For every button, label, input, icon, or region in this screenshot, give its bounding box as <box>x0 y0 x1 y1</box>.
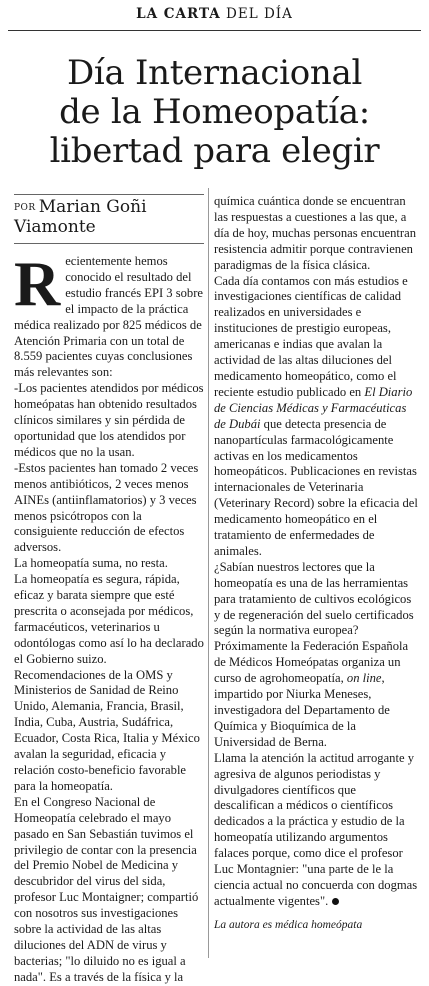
paragraph <box>214 274 418 560</box>
end-mark-icon <box>332 898 339 905</box>
paragraph: La homeopatía es segura, rápida, eficaz y barata siempre que esté prescrita o aconsejada por médicos, farmacéuticos, veterinarios u odontólogas como así lo ha declarado el Gobierno suizo. <box>14 572 204 666</box>
paragraph-lead-text: ecientemente hemos conocido el resultado del estudio francés EPI 3 sobre el impacto de la práctica médica realizado por 825 médicos de Atención Primaria con un total de 8.559 pacientes cuyas conclusiones más relevantes son: <box>14 254 204 380</box>
headline-line-3: libertad para elegir <box>49 131 380 171</box>
paragraph: La homeopatía suma, no resta. <box>14 556 168 571</box>
byline-divider-bottom <box>14 243 204 244</box>
text-run: Llama la atención la actitud arrogante y agresiva de algunos periodistas y divulgadores científicos que descalifican a médicos o científicos dedicados a la práctica y estudio de la homeopatía utilizando argumentos falaces porque, como dice el profesor Luc Montagnier: "una parte de le la ciencia actual no concuerda con dogmas actualmente vigentes". <box>214 750 418 908</box>
byline-prefix: POR <box>14 203 36 213</box>
paragraph: En el Congreso Nacional de Homeopatía celebrado el mayo pasado en San Sebastián tuvimos el privilegio de contar con la presencia del Premio Nobel de Medicina y descubridor del virus del sida, profesor Luc Montaigner; compartió con nosotros sus investigaciones sobre la actividad de las altas diluciones del ADN de virus y bacterias; "lo diluido no es igual a nada". Es a través de la física y la <box>14 794 199 984</box>
headline-line-2: de la Homeopatía: <box>59 92 370 132</box>
italic-term: on line <box>346 671 382 686</box>
journal-title: El Diario de Ciencias Médicas y Farmacéuticas de Dubái <box>214 384 413 431</box>
section-header <box>0 6 429 22</box>
text-run: Cada día contamos con más estudios e investigaciones científicas de calidad realizados en universidades e instituciones de prestigio europeas, americanas e indias que avalan la actividad de las altas diluciones del medicamento homeopático, como el reciente estudio publicado en <box>214 273 408 399</box>
text-run: ¿Sabían nuestros lectores que la homeopatía es una de las herramientas para tratamiento de cultivos ecológicos y de regeneración del suelo certificados según la normativa europea? Próximamente la Federación Española de Médicos Homeópatas organiza un curso de agrohomeopatía, <box>214 559 414 686</box>
paragraph-lead <box>14 248 204 381</box>
byline-divider-top <box>14 194 204 195</box>
paragraph: química cuántica donde se encuentran las respuestas a cuestiones a las que, a día de hoy, muchas personas encuentran resistencia admitir porque contravienen paradigmas de la física clásica. <box>214 194 417 272</box>
text-run: que detecta presencia de nanopartículas farmacológicamente activas en los medicamentos homeopáticos. Publicaciones en revistas internacionales de Veterinaria (Veterinary Record) sobre la eficacia del medicamento homeopático en el tratamiento de enfermedades de animales. <box>214 416 418 558</box>
section-label-rest: DEL DÍA <box>220 6 293 22</box>
paragraph: Recomendaciones de la OMS y Ministerios de Sanidad de Reino Unido, Alemania, Francia, Brasil, India, Cuba, Austria, Sudáfrica, Ecuador, Costa Rica, Italia y México avalan la seguridad, eficacia y relación costo-beneficio favorable para la homeopatía. <box>14 667 200 793</box>
headline <box>0 54 429 171</box>
section-divider <box>8 30 421 31</box>
headline-line-1: Día Internacional <box>66 53 363 93</box>
text-run: , impartido por Niurka Meneses, investigadora del Departamento de Química y Bioquímica de la Universidad de Berna. <box>214 671 390 749</box>
article-column-1 <box>14 194 204 986</box>
paragraph <box>214 751 418 910</box>
author-footnote: La autora es médica homeópata <box>214 918 363 931</box>
paragraph <box>214 560 418 751</box>
column-divider <box>208 188 209 958</box>
section-label-bold: LA CARTA <box>136 6 221 22</box>
author-name: Marian Goñi Viamonte <box>14 197 147 237</box>
byline <box>14 198 204 237</box>
paragraph: -Estos pacientes han tomado 2 veces menos antibióticos, 2 veces menos AINEs (antiinflamatorios) y 3 veces menos psicótropos con la consiguiente reducción de efectos adversos. <box>14 460 199 555</box>
paragraph: -Los pacientes atendidos por médicos homeópatas han obtenido resultados clínicos similares y sin pérdida de oportunidad que los atendidos por médicos que no la usan. <box>14 381 204 459</box>
drop-cap: R <box>14 248 61 319</box>
article-column-2 <box>214 194 418 934</box>
